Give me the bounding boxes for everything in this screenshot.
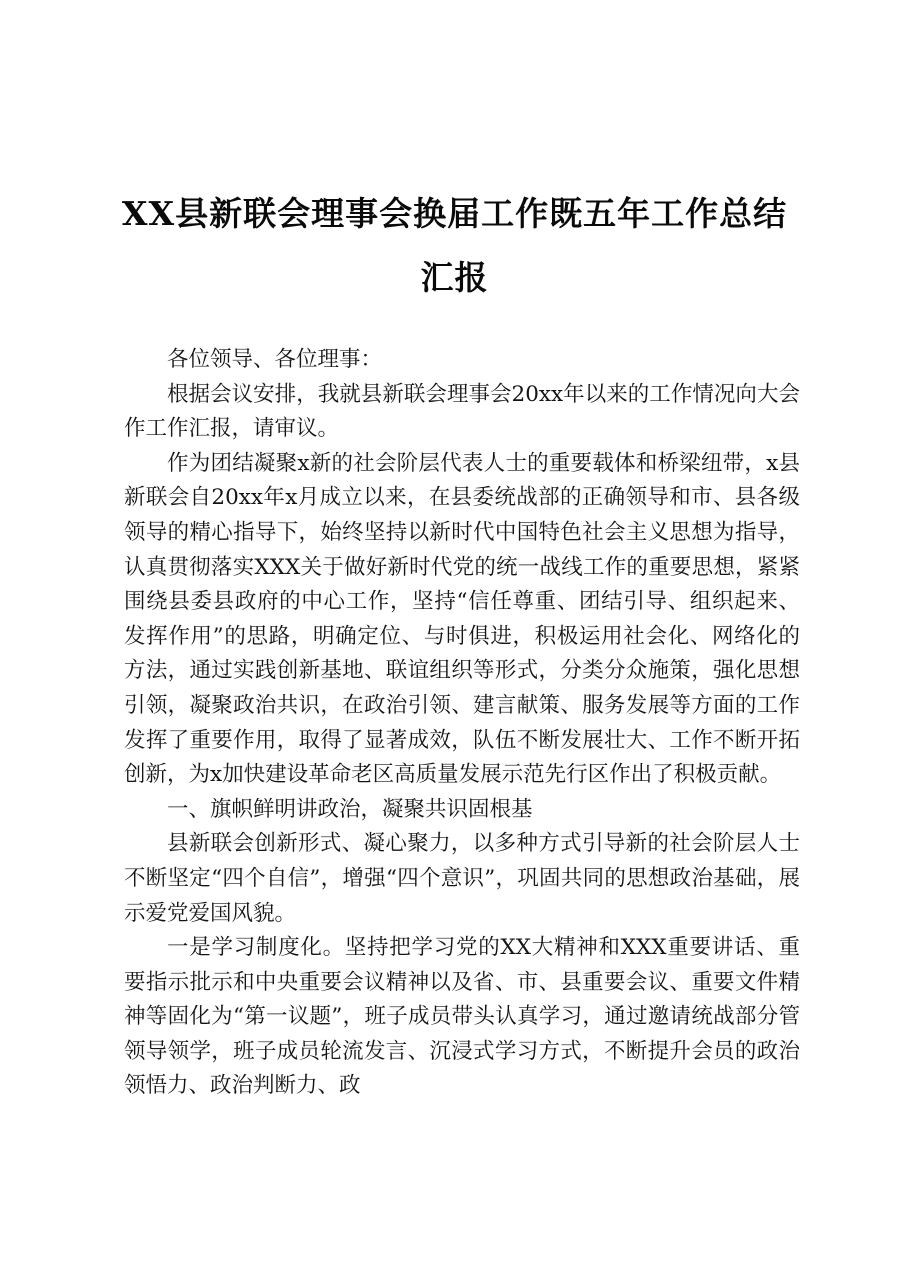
intro-paragraph: 根据会议安排，我就县新联会理事会20xx年以来的工作情况向大会作工作汇报，请审议。 — [124, 381, 800, 442]
section-paragraph: 一是学习制度化。坚持把学习党的XX大精神和XXX重要讲话、重要指示批示和中央重要会议精神以及省、市、县重要会议、重要文件精神等固化为“第一议题”，班子成员带头认真学习，通过邀请统战部分管领导领学，班子成员轮流发言、沉浸式学习方式，不断提升会员的政治领悟力、政治判断力、政 — [124, 935, 800, 1099]
document-title: XX县新联会理事会换届工作既五年工作总结 — [121, 194, 788, 233]
document-body — [124, 343, 800, 1104]
section-paragraph: 县新联会创新形式、凝心聚力，以多种方式引导新的社会阶层人士不断坚定“四个自信”，增强“四个意识”，巩固共同的思想政治基础，展示爱党爱国风貌。 — [124, 831, 800, 926]
salutation: 各位领导、各位理事： — [167, 347, 383, 372]
document-title-continued: 汇报 — [420, 258, 489, 297]
section-heading: 一、旗帜鲜明讲政治，凝聚共识固根基 — [167, 796, 533, 822]
overview-paragraph: 作为团结凝聚x新的社会阶层代表人士的重要载体和桥梁纽带，x县新联会自20xx年x月成立以来，在县委统战部的正确领导和市、县各级领导的精心指导下，始终坚持以新时代中国特色社会主义思想为指导，认真贯彻落实XXX关于做好新时代党的统一战线工作的重要思想，紧紧围绕县委县政府的中心工作，坚持“信任尊重、团结引导、组织起来、发挥作用”的思路，明确定位、与时俱进，积极运用社会化、网络化的方法，通过实践创新基地、联谊组织等形式，分类分众施策，强化思想引领，凝聚政治共识，在政治引领、建言献策、服务发展等方面的工作发挥了重要作用，取得了显著成效，队伍不断发展壮大、工作不断开拓创新，为x加快建设革命老区高质量发展示范先行区作出了积极贡献。 — [124, 450, 800, 788]
